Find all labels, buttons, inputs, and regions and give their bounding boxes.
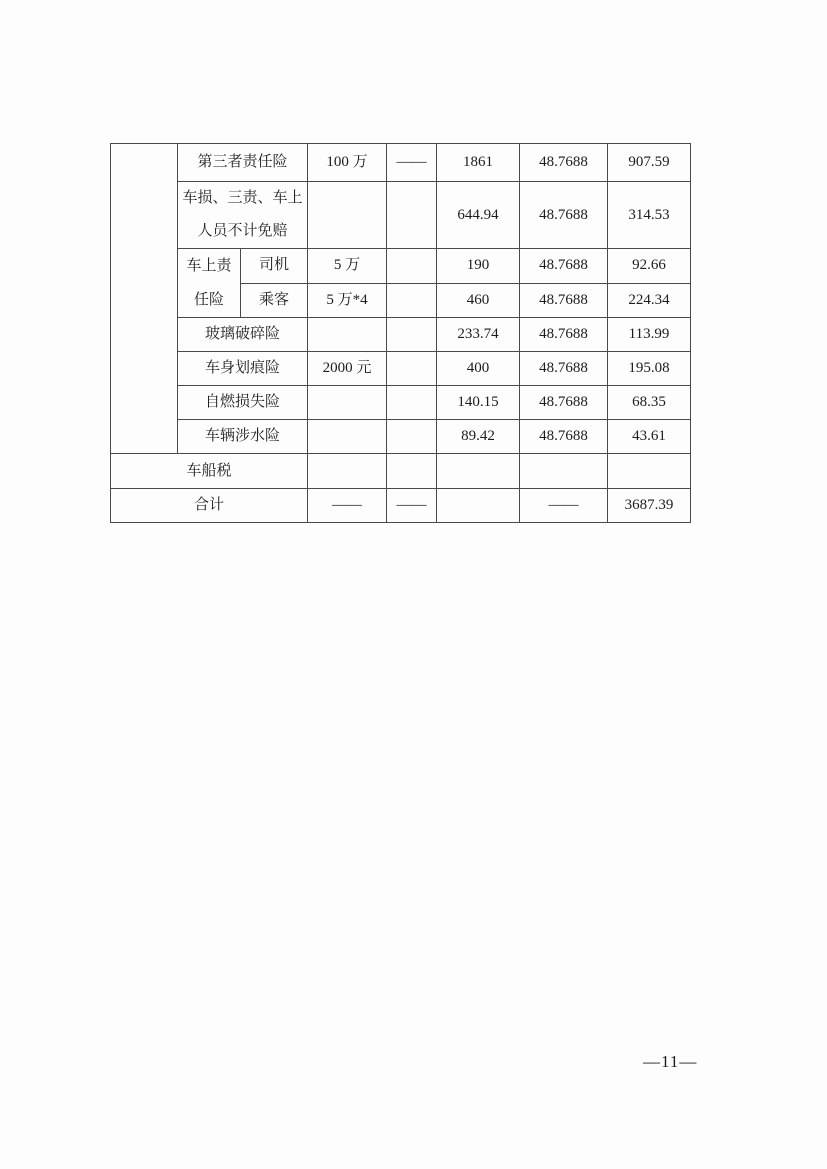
coverage-line: 车损、三责、车上: [182, 190, 303, 206]
total-value-cell: 3687.39: [608, 489, 691, 523]
dash-cell: [387, 283, 437, 318]
dash-cell: ——: [387, 489, 437, 523]
dash-cell: [387, 454, 437, 489]
table-row: [111, 454, 691, 489]
discount-premium-cell: [608, 454, 691, 489]
discount-premium-cell: 113.99: [608, 318, 691, 352]
coverage-cell: 自燃损失险: [178, 386, 308, 420]
dash-cell: [387, 318, 437, 352]
table-row: [111, 489, 691, 523]
rate-cell: 48.7688: [520, 420, 608, 454]
premium-cell: 89.42: [437, 420, 520, 454]
dash-cell: [387, 249, 437, 284]
sub-coverage-cell: 司机: [241, 249, 308, 284]
coverage-group-line: 车上责: [186, 258, 232, 274]
table-row: [111, 420, 691, 454]
amount-cell: 5 万*4: [308, 283, 387, 318]
premium-cell: 190: [437, 249, 520, 284]
amount-cell: [308, 182, 387, 249]
dash-cell: [387, 352, 437, 386]
coverage-cell: [178, 182, 308, 249]
coverage-cell: 车船税: [111, 454, 308, 489]
rate-cell: ——: [520, 489, 608, 523]
premium-cell: 644.94: [437, 182, 520, 249]
table-row: [111, 352, 691, 386]
rate-cell: 48.7688: [520, 386, 608, 420]
amount-cell: 100 万: [308, 144, 387, 182]
discount-premium-cell: 68.35: [608, 386, 691, 420]
table-row: [111, 144, 691, 182]
page-number: —11—: [643, 1052, 698, 1071]
dash-cell: [387, 386, 437, 420]
discount-premium-cell: 92.66: [608, 249, 691, 284]
rate-cell: 48.7688: [520, 283, 608, 318]
sub-coverage-cell: 乘客: [241, 283, 308, 318]
amount-cell: [308, 420, 387, 454]
discount-premium-cell: 195.08: [608, 352, 691, 386]
amount-cell: [308, 386, 387, 420]
table-row: [111, 318, 691, 352]
discount-premium-cell: 224.34: [608, 283, 691, 318]
amount-cell: 2000 元: [308, 352, 387, 386]
coverage-group-cell: [178, 249, 241, 318]
coverage-group-line: 任险: [193, 292, 224, 308]
coverage-cell: 车身划痕险: [178, 352, 308, 386]
rate-cell: 48.7688: [520, 352, 608, 386]
rate-cell: 48.7688: [520, 144, 608, 182]
premium-cell: [437, 454, 520, 489]
coverage-line: 人员不计免赔: [197, 223, 288, 239]
dash-cell: ——: [387, 144, 437, 182]
amount-cell: 5 万: [308, 249, 387, 284]
premium-cell: [437, 489, 520, 523]
rate-cell: [520, 454, 608, 489]
premium-cell: 460: [437, 283, 520, 318]
table-row: [111, 386, 691, 420]
total-label-cell: 合计: [111, 489, 308, 523]
coverage-cell: 第三者责任险: [178, 144, 308, 182]
premium-cell: 1861: [437, 144, 520, 182]
coverage-cell: 玻璃破碎险: [178, 318, 308, 352]
amount-cell: [308, 454, 387, 489]
coverage-cell: 车辆涉水险: [178, 420, 308, 454]
insurance-quote-table: [110, 143, 691, 523]
premium-cell: 140.15: [437, 386, 520, 420]
premium-cell: 233.74: [437, 318, 520, 352]
rate-cell: 48.7688: [520, 182, 608, 249]
rate-cell: 48.7688: [520, 249, 608, 284]
amount-cell: ——: [308, 489, 387, 523]
premium-cell: 400: [437, 352, 520, 386]
discount-premium-cell: 907.59: [608, 144, 691, 182]
amount-cell: [308, 318, 387, 352]
table-row: [111, 182, 691, 249]
dash-cell: [387, 182, 437, 249]
discount-premium-cell: 314.53: [608, 182, 691, 249]
rate-cell: 48.7688: [520, 318, 608, 352]
table-row: [111, 249, 691, 284]
discount-premium-cell: 43.61: [608, 420, 691, 454]
category-spacer-cell: [111, 144, 178, 454]
dash-cell: [387, 420, 437, 454]
